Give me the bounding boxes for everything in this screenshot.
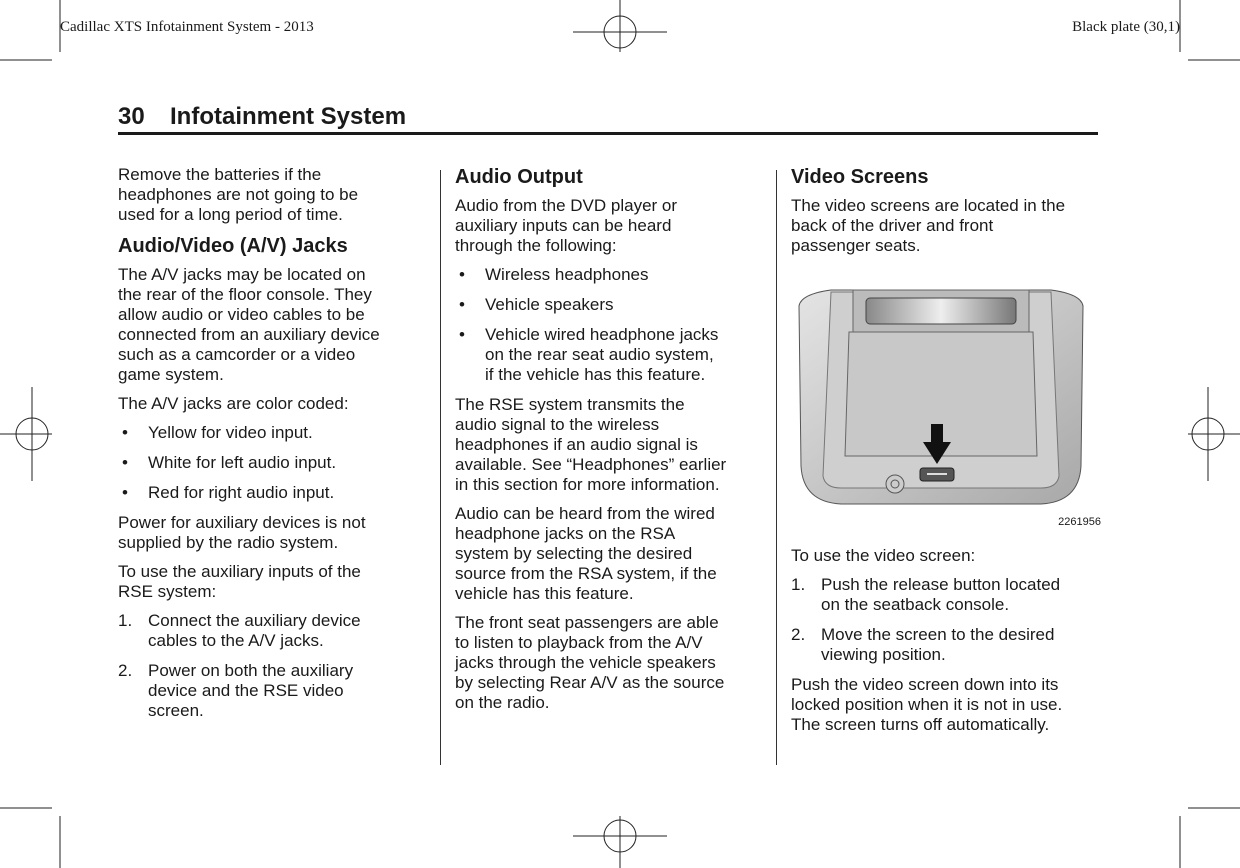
plate-right: Black plate (30,1)	[1072, 19, 1180, 35]
registration-mark-left	[0, 387, 52, 481]
step-item: 2. Move the screen to the desired viewing position.	[791, 625, 1055, 664]
paragraph: The video screens are located in the back of the driver and front passenger seats.	[791, 196, 1066, 255]
heading-video-screens: Video Screens	[791, 166, 929, 188]
page-number: 30	[118, 103, 145, 130]
page-header	[118, 103, 406, 131]
list-item: • Yellow for video input.	[122, 423, 313, 442]
registration-mark-right	[1188, 387, 1240, 481]
paragraph: To use the auxiliary inputs of the RSE system:	[118, 562, 361, 601]
step-item: 1. Connect the auxiliary device cables to the A/V jacks.	[118, 611, 361, 650]
list-item: • Wireless headphones	[459, 265, 649, 284]
paragraph: The RSE system transmits the audio signal to the wireless headphones if an audio signal is available. See “Headphones” earlier in this section for more information.	[455, 395, 727, 494]
column-divider	[440, 170, 441, 765]
header-rule	[118, 132, 1098, 135]
list-item: • Red for right audio input.	[122, 483, 335, 502]
plate-left: Cadillac XTS Infotainment System - 2013	[60, 19, 314, 35]
heading-audio-output: Audio Output	[455, 166, 583, 188]
paragraph: Power for auxiliary devices is not supplied by the radio system.	[118, 513, 366, 552]
paragraph: The A/V jacks may be located on the rear of the floor console. They allow audio or video cables to be connected from an auxiliary device such as a camcorder or a video game system.	[118, 265, 380, 384]
paragraph: Remove the batteries if the headphones are not going to be used for a long period of time.	[118, 165, 359, 224]
figure-number: 2261956	[1058, 516, 1101, 528]
video-screen-illustration	[791, 266, 1091, 516]
column-divider	[776, 170, 777, 765]
registration-mark-bottom	[573, 816, 667, 868]
paragraph: To use the video screen:	[791, 546, 976, 565]
step-item: 1. Push the release button located on the seatback console.	[791, 575, 1061, 614]
list-item: • Vehicle wired headphone jacks on the rear seat audio system, if the vehicle has this feature.	[459, 325, 719, 384]
list-item: • White for left audio input.	[122, 453, 337, 472]
step-item: 2. Power on both the auxiliary device and the RSE video screen.	[118, 661, 354, 720]
paragraph: Push the video screen down into its locked position when it is not in use. The screen turns off automatically.	[791, 675, 1063, 734]
paragraph: The A/V jacks are color coded:	[118, 394, 349, 413]
registration-mark-top	[573, 0, 667, 52]
list-item: • Vehicle speakers	[459, 295, 614, 314]
paragraph: The front seat passengers are able to listen to playback from the A/V jacks through the vehicle speakers by selecting Rear A/V as the source on the radio.	[455, 613, 725, 712]
paragraph: Audio can be heard from the wired headphone jacks on the RSA system by selecting the desired source from the RSA system, if the vehicle has this feature.	[455, 504, 717, 603]
section-title: Infotainment System	[170, 103, 407, 130]
heading-av-jacks: Audio/Video (A/V) Jacks	[118, 235, 348, 257]
column-2	[455, 165, 765, 722]
column-3	[791, 165, 1101, 744]
column-1	[118, 165, 428, 731]
paragraph: Audio from the DVD player or auxiliary inputs can be heard through the following:	[455, 196, 678, 255]
